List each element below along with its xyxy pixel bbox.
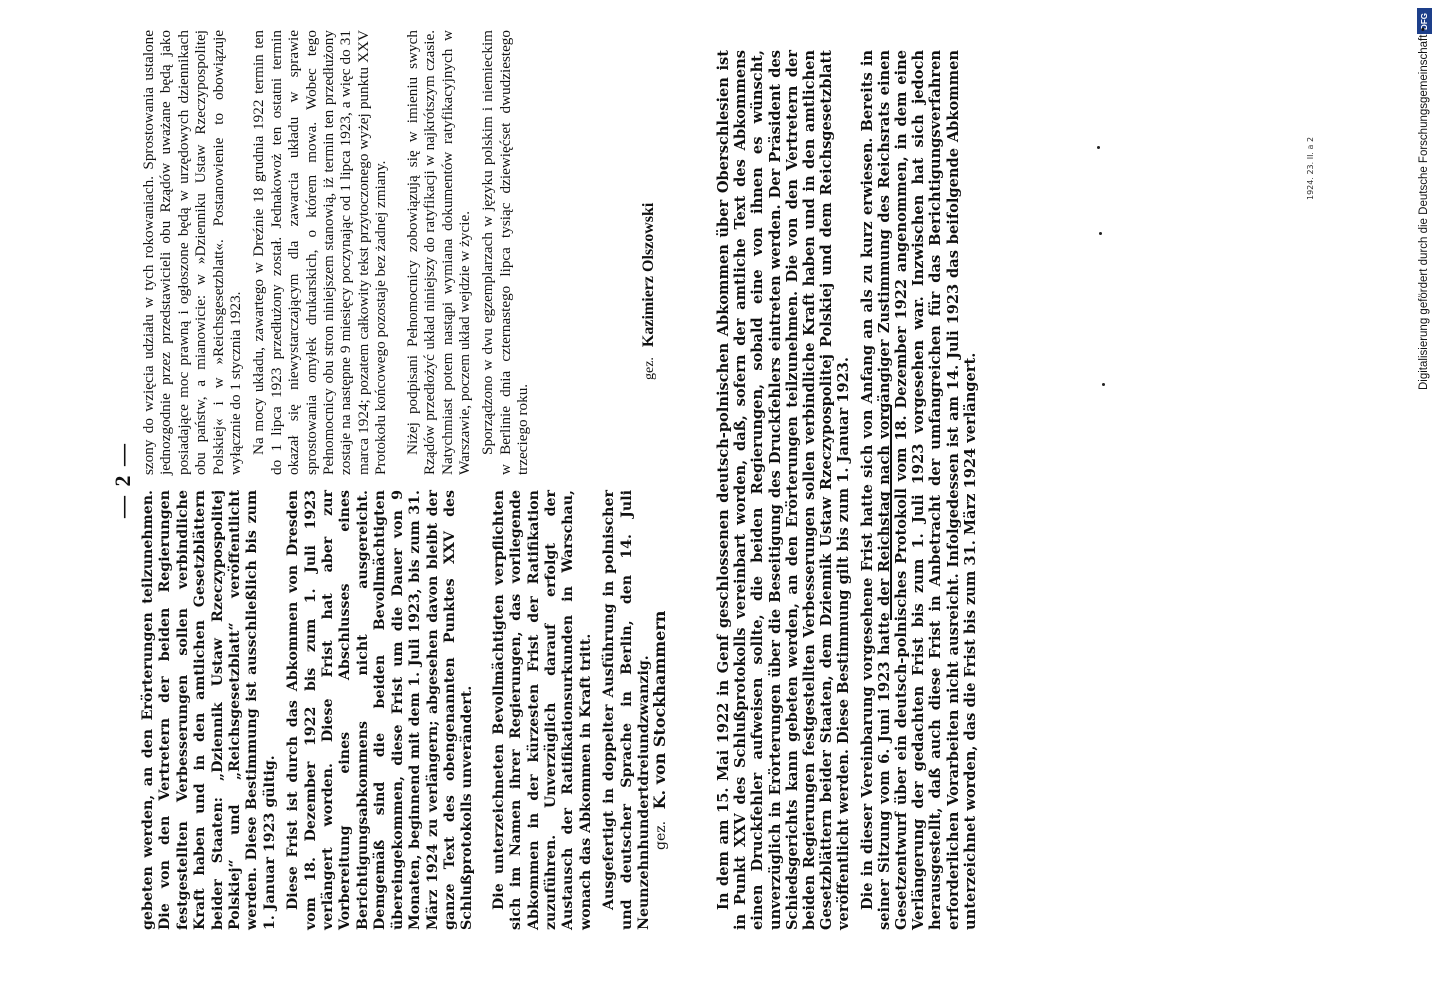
explanatory-memorandum	[715, 50, 979, 930]
german-treaty-column	[140, 490, 653, 930]
german-paragraph-3: Die unterzeichneten Bevollmächtigten verpflichten sich im Namen ihrer Regierungen, das vorliegende Abkommen in der kürzesten Frist der Ratifikation zuzuführen. Unverzüglich darauf erfolgt der Austausch der Ratifikationsurkunden in Warschau, wonach das Abkommen in Kraft tritt.	[490, 490, 594, 930]
polish-paragraph-4: Sporządzono w dwu egzemplarzach w języku polskim i niemieckim w Berlinie dnia czternastego lipca tysiąc dziewięćset dwudziestego trzeciego roku.	[479, 30, 532, 475]
dfg-logo-text: DFG	[1420, 12, 1430, 30]
german-paragraph-2: Diese Frist ist durch das Abkommen von Dresden vom 18. Dezember 1922 bis zum 1. Juli 1923 verlängert worden. Diese Frist hat aber zur Vorbereitung eines Abschlusses eines Berichtigungsabkommens nicht ausgereicht. Demgemäß sind die beiden Bevollmächtigten übereingekommen, diese Frist um die Dauer von 9 Monaten, beginnend mit dem 1. Juli 1923, bis zum 31. März 1924 zu verlängern; abgesehen davon bleibt der ganze Text des obengenannten Punktes XXV des Schlußprotokolls unverändert.	[285, 490, 476, 930]
polish-signature	[640, 203, 658, 380]
memorandum-paragraph-1: In dem am 15. Mai 1922 in Genf geschlossenen deutsch-polnischen Abkommen über Oberschlesien ist in Punkt XXV des Schlußprotokolls vereinbart worden, daß, sofern der amtliche Text des Abkommens einen Druckfehler aufweisen sollte, die beiden Regierungen, sobald eine von ihnen es wünscht, unverzüglich in Erörterungen über die Beseitigung des Druckfehlers eintreten werden. Der Präsident des Schiedsgerichts kann gebeten werden, an den Erörterungen teilzunehmen. Die von den Vertretern der beiden Regierungen festgestellten Verbesserungen sollen verbindliche Kraft haben und in den amtlichen Gesetzblättern beider Staaten, dem Dziennik Ustaw Rzeczypospolitej Polskiej und dem Reichsgesetzblatt veröffentlicht werden. Diese Bestimmung gilt bis zum 1. Januar 1923.	[715, 50, 853, 930]
archive-code: 1924. 23. II. a 2	[1306, 136, 1315, 200]
scan-speck	[1102, 383, 1105, 386]
polish-paragraph-3: Niżej podpisani Pełnomocnicy zobowiązują się w imieniu swych Rządów przedłożyć układ niniejszy do ratyfikacji w najkrótszym czasie. Natychmiast potem nastąpi wymiana dokumentów ratyfikacyjnych w Warszawie, poczem układ wejdzie w życie.	[403, 30, 473, 475]
polish-paragraph-1: szony do wzięcia udziału w tych rokowaniach. Sprostowania ustalone jednozgodnie przez przedstawicieli obu Rządów uważane będą jako posiadające moc prawną i ogłoszone będą w urzędowych dziennikach obu państw, a mianowicie: w »Dzienniku Ustaw Rzeczypospolitej Polskiej« i w »Reichsgesetzblatt«. Postanowienie to obowiązuje wyłącznie do 1 stycznia 1923.	[140, 30, 245, 475]
memorandum-paragraph-2: Die in dieser Vereinbarung vorgesehene Frist hatte sich von Anfang an als zu kurz erwiesen. Bereits in seiner Sitzung vom 6. Juni 1923 hatte der Reichstag nach vorgängiger Zustimmung des Reichsrats einen Gesetzentwurf über ein deutsch-polnisches Protokoll vom 18. Dezember 1922 angenommen, in dem eine Verlängerung der gedachten Frist bis zum 1. Juli 1923 vorgesehen war. Inzwischen hat sich jedoch herausgestellt, daß auch diese Frist in Anbetracht der umfangreichen für das Berichtigungsverfahren erforderlichen Vorarbeiten nicht ausreicht. Infolgedessen ist am 14. Juli 1923 das beifolgende Abkommen unterzeichnet worden, das die Frist bis zum 31. März 1924 verlängert.	[858, 50, 979, 930]
page-number: — 2 —	[110, 442, 135, 518]
german-paragraph-1: gebeten werden, an den Erörterungen teilzunehmen. Die von den Vertretern der beiden Regierungen festgestellten Verbesserungen sollen verbindliche Kraft haben und in den amtlichen Gesetzblättern beider Staaten: „Dziennik Ustaw Rzeczypospolitej Polskiej“ und „Reichsgesetzblatt“ veröffentlicht werden. Diese Bestimmung ist ausschließlich bis zum 1. Januar 1923 gültig.	[140, 490, 278, 930]
scan-speck	[1097, 146, 1100, 149]
german-paragraph-4: Ausgefertigt in doppelter Ausführung in polnischer und deutscher Sprache in Berlin, den 14. Juli Neunzehnhundertdreiundzwanzig.	[601, 490, 652, 930]
rotated-document-page	[110, 30, 979, 930]
german-signature-prefix: gez.	[653, 820, 669, 850]
polish-treaty-column	[140, 30, 532, 475]
scan-speck	[1099, 232, 1102, 235]
polish-signature-name: Kazimierz Olszowski	[640, 202, 657, 348]
german-signature	[650, 611, 669, 850]
polish-signature-prefix: gez.	[642, 357, 657, 380]
digitization-attribution: Digitalisierung gefördert durch die Deutsche Forschungsgemeinschaft •	[1418, 27, 1430, 390]
german-signature-name: K. von Stockhammern	[650, 610, 669, 810]
polish-paragraph-2: Na mocy układu, zawartego w Dreźnie 18 grudnia 1922 termin ten do 1 lipca 1923 przedłużony został. Jednakowoż ten ostatni termin okazał się niewystarczającym dla zawarcia układu w sprawie sprostowania omyłek drukarskich, o którem mowa. Wobec tego Pełnomocnicy obu stron niniejszem stanowią, iż termin ten przedłużony zostaje na następne 9 miesięcy poczynając od 1 lipca 1923, a więc do 31 marca 1924; pozatem całkowity tekst przytoczonego wyżej punktu XXV Protokołu końcowego pozostaje bez żadnej zmiany.	[250, 30, 390, 475]
